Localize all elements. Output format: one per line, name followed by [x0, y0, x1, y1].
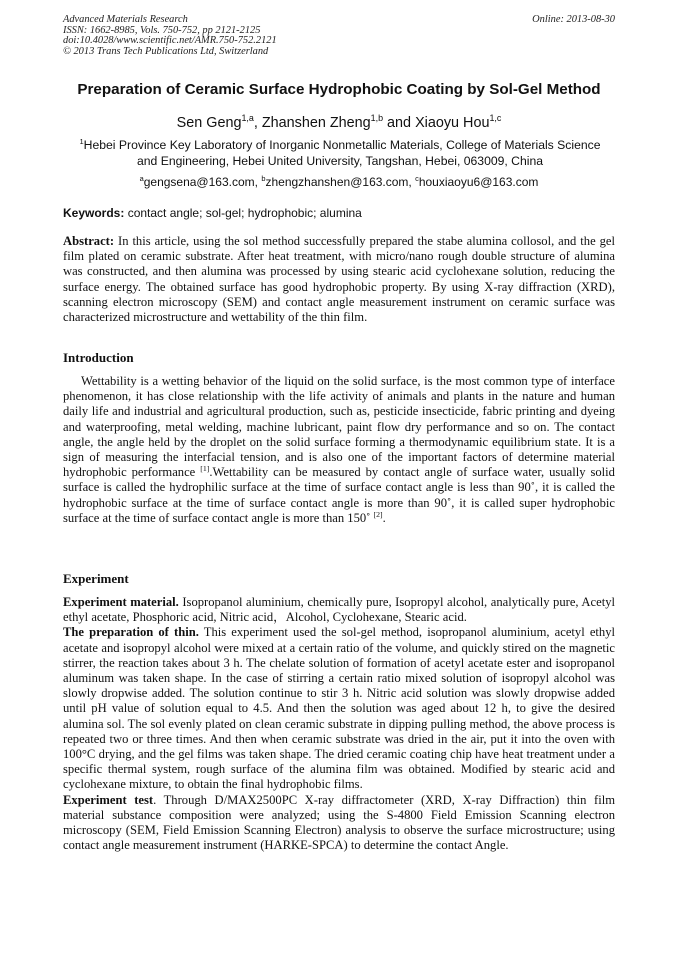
abstract: [63, 234, 615, 325]
preparation-text: This experiment used the sol-gel method, isopropanol aluminium, acetyl ethyl acetate and isopropyl alcohol were mixed at a certain ratio of the volume, and quickly stired on the magnetic stirrer, the reaction takes about 3 h. The chelate solution of formation of acetyl acetate ester and isopropanol aluminum was taken shape. In the case of stirring a certain ratio mixed solution of isopropyl alcohol was slowly dropwise added. The solution continue to stir 3 h. Nitric acid solution was slowly dropwise added until pH value of solution equal to 4.5. And then the solution was aged about 12 h, to give the desired alumina sol. The sol evenly plated on clean ceramic substrate in dipping pulling method, the above process is repeated two or three times. And then when ceramic substrate was dried in the air, put it into the oven with 100°C drying, and the gel films was taken shape. The dried ceramic coating chip have heat treatment under a specific thermal system, rough surface of the alumina film was obtained. Modified by stearic acid and cyclohexane mixture, to obtain the final hydrophobic films.: [63, 625, 616, 792]
affiliation-sup: 1: [79, 136, 84, 146]
author-name: Xiaoyu Hou: [415, 115, 490, 131]
email-sup: c: [415, 174, 419, 183]
keywords-label: Keywords:: [63, 206, 125, 220]
journal-header: [63, 15, 277, 57]
affiliation-line-2: and Engineering, Hebei United University, Tangshan, Hebei, 063009, China: [136, 153, 544, 168]
email-list: [0, 175, 678, 189]
experiment-heading: Experiment: [63, 571, 129, 586]
preparation-label: The preparation of thin.: [63, 625, 199, 640]
experiment-test-label: Experiment test: [63, 792, 154, 807]
email-sup: a: [139, 174, 144, 183]
introduction-heading: Introduction: [63, 350, 134, 365]
experiment-material-paragraph: [63, 595, 615, 625]
email-separator: ,: [254, 175, 262, 189]
journal-name: Advanced Materials Research: [63, 14, 188, 25]
intro-text-3: .: [382, 510, 386, 525]
author-name: Sen Geng: [176, 115, 242, 131]
experiment-section: [63, 595, 615, 853]
email-sup: b: [261, 174, 266, 183]
keywords: [63, 206, 615, 220]
author-name: Zhanshen Zheng: [261, 115, 371, 131]
introduction-paragraph: [63, 374, 615, 526]
citation-2[interactable]: [2]: [373, 509, 383, 519]
email-link[interactable]: houxiaoyu6@163.com: [418, 175, 539, 189]
experiment-material-text: Isopropanol aluminium, chemically pure, Isopropyl alcohol, analytically pure, Acetyl ethyl acetate, Phosphoric acid, Nitric acid，Alcohol, Cyclohexane, Stearic acid.: [63, 595, 615, 625]
author-separator: ,: [253, 115, 262, 131]
preparation-paragraph: [63, 625, 615, 792]
author-list: [0, 115, 678, 131]
experiment-material-label: Experiment material.: [63, 595, 179, 609]
email-link[interactable]: zhengzhanshen@163.com: [265, 175, 409, 189]
keywords-text: contact angle; sol-gel; hydrophobic; alumina: [124, 206, 362, 220]
email-link[interactable]: gengsena@163.com: [143, 175, 255, 189]
email-separator: ,: [408, 175, 416, 189]
intro-text-1: Wettability is a wetting behavior of the liquid on the solid surface, is the most common type of interface phenomenon, it has close relationship with the life activity of animals and plants in the nature and human daily life and industrial and agricultural production, such as, pesticide insecticide, fabric printing and dyeing and waterproofing, metal welding, machine lubricant, paint flow dry performance and so on. The contact angle, the angle held by the droplet on the solid surface forming a thermodynamic equilibrium state. It is a sign of measuring the interfacial tension, and is also one of the important factors of determine material hydrophobic performance: [63, 374, 615, 480]
paper-title: Preparation of Ceramic Surface Hydrophobic Coating by Sol-Gel Method: [77, 81, 601, 98]
citation-1[interactable]: [1]: [200, 464, 210, 474]
intro-text-2: .Wettability can be measured by contact angle of surface water, usually solid surface is called the hydrophilic surface at the time of surface contact angle is less than 90˚, it is called the hydrophobic surface at the time of surface contact angle is more than 90˚, it is called super hydrophobic surface at the time of surface contact angle is more than 150˚: [63, 465, 615, 525]
affiliation: [70, 138, 610, 169]
author-sup: 1,c: [489, 113, 502, 124]
issn-line: ISSN: 1662-8985, Vols. 750-752, pp 2121-2125: [63, 24, 261, 36]
experiment-test-paragraph: [63, 793, 615, 854]
online-date: Online: 2013-08-30: [532, 14, 615, 25]
doi-line: doi:10.4028/www.scientific.net/AMR.750-752.2121: [63, 35, 277, 47]
abstract-text: In this article, using the sol method successfully prepared the stabe alumina collosol, and the gel film plated on ceramic substrate. After heat treatment, with micro/nano rough double structure of alumina was constructed, and then alumina was processed by using stearic acid cyclohexane solution, reducing the surface energy. The obtained surface has good hydrophobic property. By using X-ray diffraction (XRD), scanning electron microscopy (SEM) and contact angle measurement instrument on ceramic surface was characterized microstructure and wettability of the thin film.: [63, 234, 615, 325]
copyright-line: © 2013 Trans Tech Publications Ltd, Switzerland: [63, 45, 269, 57]
author-sup: 1,b: [370, 113, 384, 124]
abstract-label: Abstract:: [63, 234, 115, 248]
author-sup: 1,a: [241, 113, 254, 124]
affiliation-line-1: Hebei Province Key Laboratory of Inorganic Nonmetallic Materials, College of Materials Science: [83, 138, 601, 152]
experiment-test-text: . Through D/MAX2500PC X-ray diffractometer (XRD, X-ray Diffraction) thin film material substance composition were analyzed; using the S-4800 Field Emission Scanning electron microscopy (SEM, Field Emission Scanning Electron) analysis to observe the surface microstructure; using contact angle measurement instrument (HARKE-SPCA) to determine the contact Angle.: [63, 792, 616, 853]
author-separator: and: [383, 115, 416, 131]
